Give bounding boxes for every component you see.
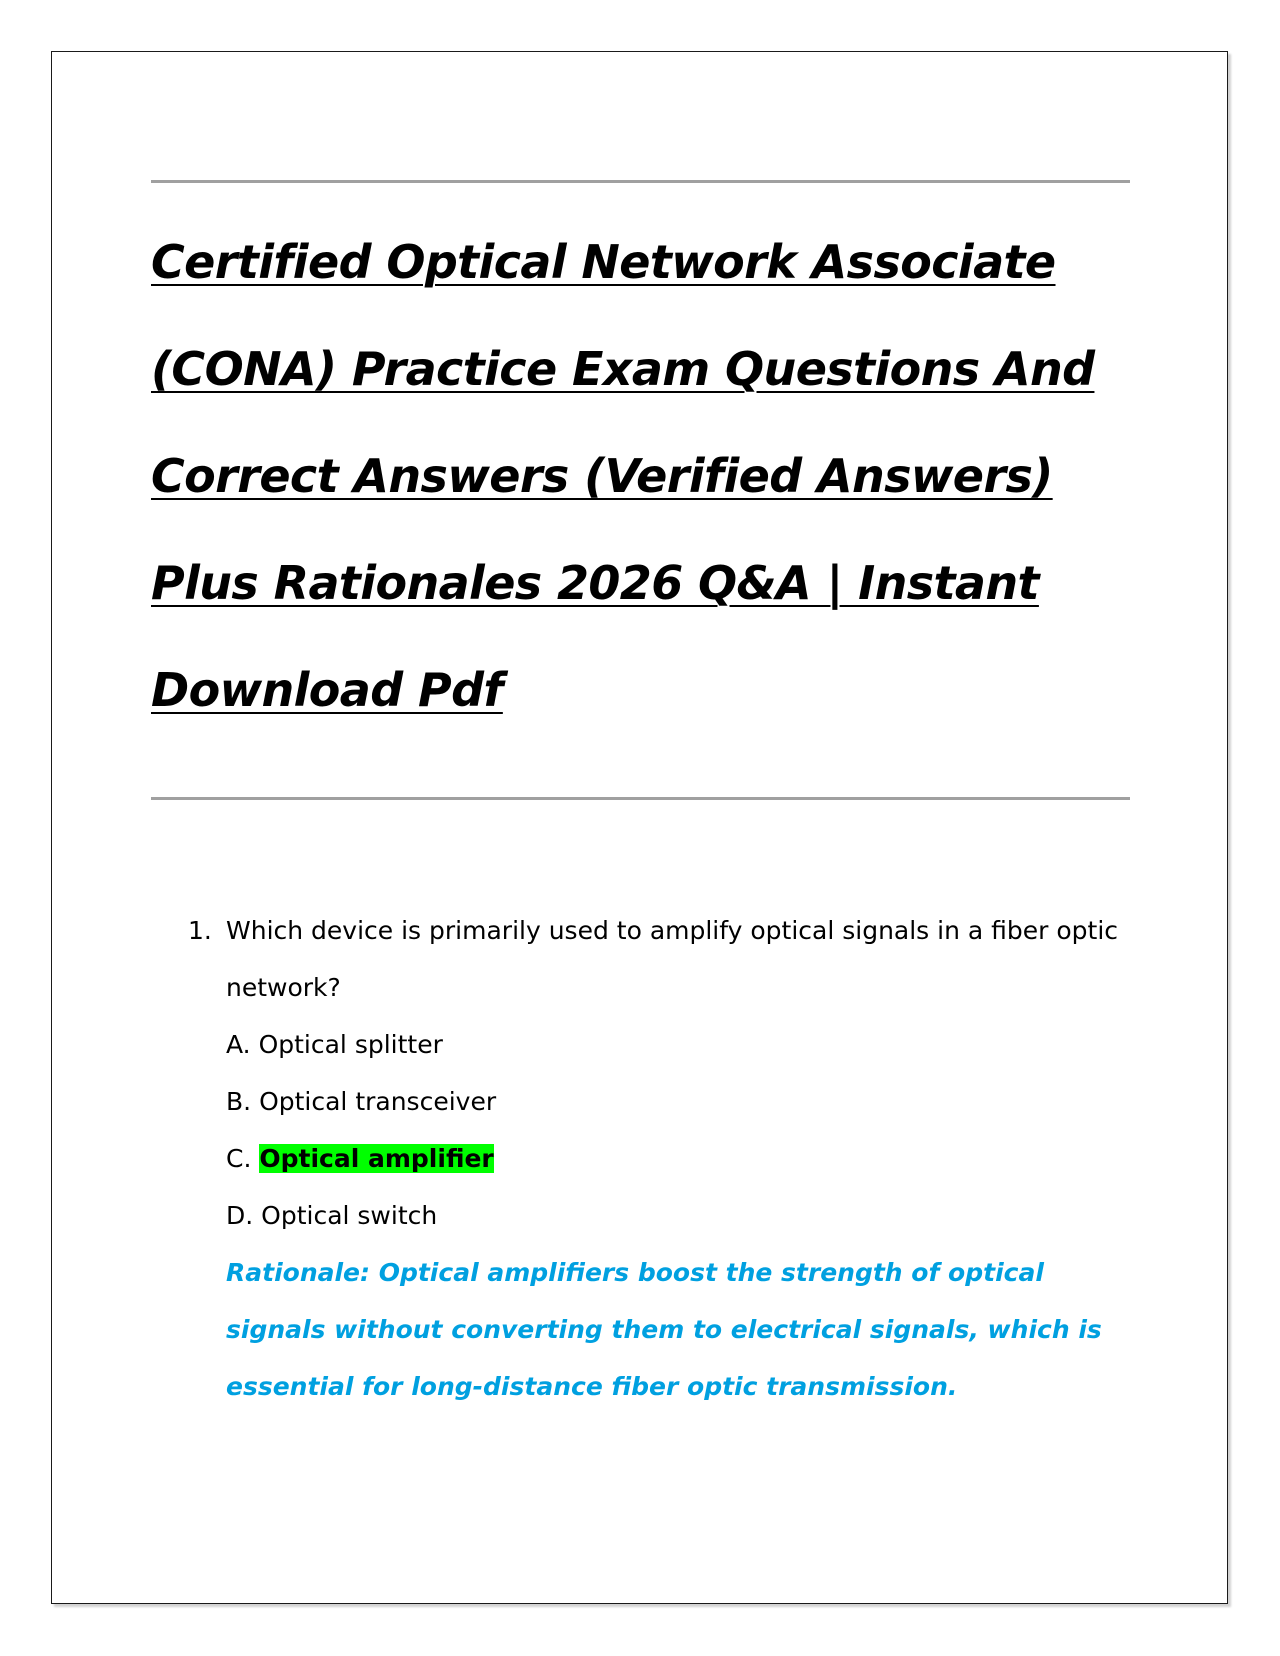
option-letter: A.	[226, 1030, 251, 1059]
top-divider	[151, 180, 1130, 183]
question-row	[188, 902, 1148, 1016]
question-text: Which device is primarily used to amplify optical signals in a fiber optic network?	[226, 916, 1119, 1002]
rationale-text: Rationale: Optical amplifiers boost the strength of optical signals without converting them to electrical signals, which is essential for long-distance fiber optic transmission.	[226, 1258, 1102, 1401]
question-number: 1.	[188, 916, 212, 945]
option-a	[226, 1016, 1148, 1073]
question-item	[188, 902, 1148, 1415]
option-text: Optical transceiver	[259, 1087, 497, 1116]
option-letter: B.	[226, 1087, 252, 1116]
option-letter: D.	[226, 1201, 254, 1230]
option-d	[226, 1187, 1148, 1244]
bottom-divider	[151, 797, 1130, 800]
correct-answer-highlight: Optical amplifier	[259, 1144, 494, 1173]
option-c	[226, 1130, 1148, 1187]
option-letter: C.	[226, 1144, 252, 1173]
option-text: Optical switch	[261, 1201, 438, 1230]
option-b	[226, 1073, 1148, 1130]
document-title: Certified Optical Network Associate (CONA) Practice Exam Questions And Correct Answers (Verified Answers) Plus Rationales 2026 Q&A | Instant Download Pdf	[151, 235, 1095, 717]
answer-options	[226, 1016, 1148, 1244]
option-text: Optical splitter	[258, 1030, 443, 1059]
